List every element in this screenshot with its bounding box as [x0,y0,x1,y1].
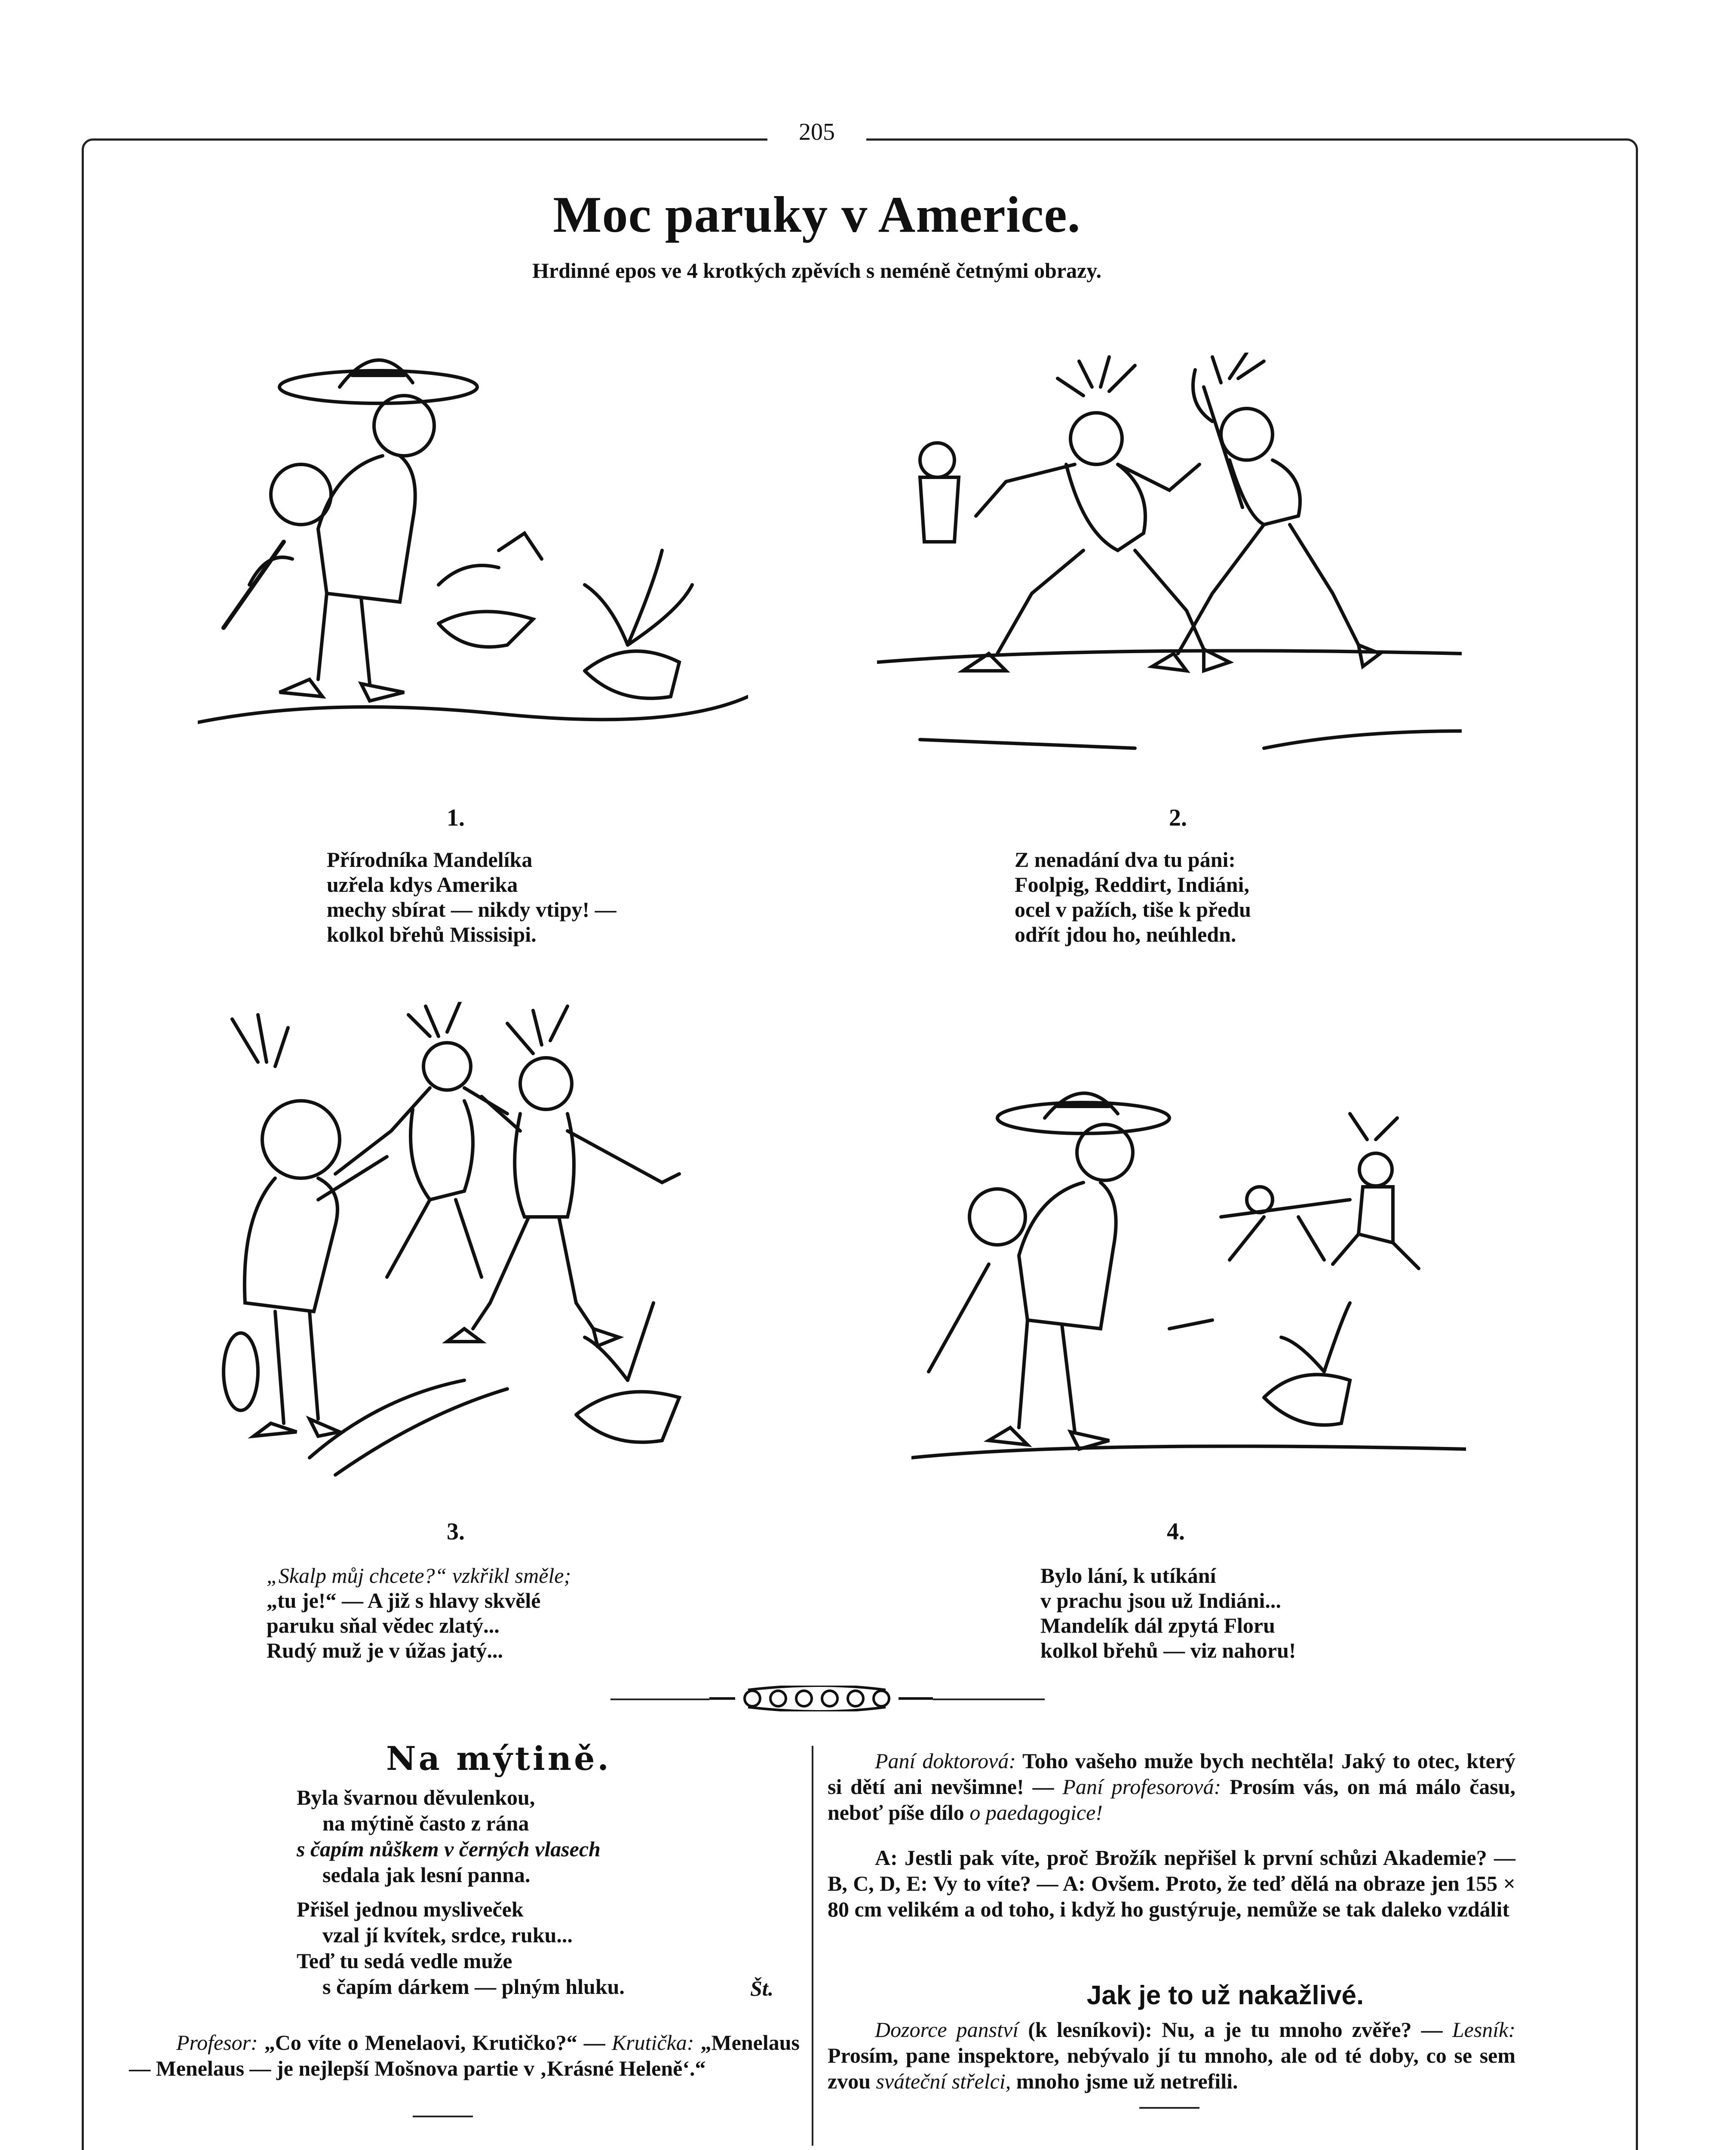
illustration-panel-2 [877,353,1462,787]
panel-2-caption: Z nenadání dva tu páni: Foolpig, Reddirt, Indiáni, ocel v pažích, tiše k předu odřít jdou ho, neúhledn. [1015,848,1251,946]
illustration-panel-1 [198,327,748,791]
flourish-icon [709,1686,933,1711]
academy-joke: A: Jestli pak víte, proč Brožík nepřišel k první schůzi Akademie? — B, C, D, E: Vy to víte? — A: Ovšem. Proto, že teď dělá na obraze jen 155 × 80 cm velikém a od toho, i když ho gustýruje, nemůže se tak daleko vzdálit [828,1846,1515,1921]
forester-joke: Dozorce panství (k lesníkovi): Nu, a je tu mnoho zvěře? — Lesník: Prosím, pane inspektore, nebývalo jí tu mnoho, ale od té doby, co se sem zvou sváteční střelci, mnoho jsme už netrefili. [828,2018,1516,2093]
page-title: Moc paruky v Americe. [553,186,1081,243]
indians-approach-illustration [877,353,1462,787]
panel-3-number: 3. [447,1518,465,1545]
divider-line-left [610,1698,709,1700]
fleeing-indians-illustration [911,1062,1466,1514]
short-rule-right [1139,2107,1199,2109]
poem-title: Na mýtině. [386,1739,611,1778]
panel-1-number: 1. [447,805,465,831]
panel-4-number: 4. [1167,1518,1185,1545]
scalp-illustration [206,1002,718,1505]
page-number: 205 [767,118,866,146]
page-subtitle: Hrdinné epos ve 4 krotkých zpěvích s neméně četnými obrazy. [532,258,1101,283]
poem-signature: Št. [750,1976,774,2000]
illustration-panel-3 [206,1002,718,1505]
illustration-panel-4 [911,1062,1466,1514]
professor-joke: Profesor: „Co víte o Menelaovi, Krutičko?“ — Krutička: „Menelaus — Menelaus — je nejlepší Mošnova partie v ‚Krásné Heleně‘.“ [129,2030,800,2080]
short-rule-left [413,2116,473,2117]
section-title-contagious: Jak je to už nakažlivé. [1086,1981,1364,2010]
panel-1-caption: Přírodníka Mandelíka uzřela kdys Amerika mechy sbírat — nikdy vtipy! — kolkol břehů Missisipi. [327,848,616,946]
column-divider [812,1746,813,2146]
poem-body: Byla švarnou děvulenkou, na mýtině často z rána s čapím nůškem v černých vlasech sedala jak lesní panna. Přišel jednou mysliveček vzal jí kvítek, srdce, ruku... Teď tu sedá vedle muže s čapím dárkem — plným hluku. [297,1785,625,1999]
panel-3-caption: „Skalp můj chcete?“ vzkřikl směle; „tu je!“ — A již s hlavy skvělé paruku sňal vědec zlatý... Rudý muž je v úžas jatý... [267,1563,571,1662]
panel-2-number: 2. [1169,805,1187,831]
ornament-divider [709,1686,933,1711]
divider-line-right [933,1698,1045,1700]
doctor-wife-joke: Paní doktorová: Toho vašeho muže bych nechtěla! Jaký to otec, který si dětí ani nevšimne! — Paní profesorová: Prosím vás, on má málo času, neboť píše dílo o paedagogice! [828,1749,1516,1824]
naturalist-illustration [198,327,748,791]
panel-4-caption: Bylo lání, k utíkání v prachu jsou už Indiáni... Mandelík dál zpytá Floru kolkol břehů — viz nahoru! [1040,1563,1296,1662]
